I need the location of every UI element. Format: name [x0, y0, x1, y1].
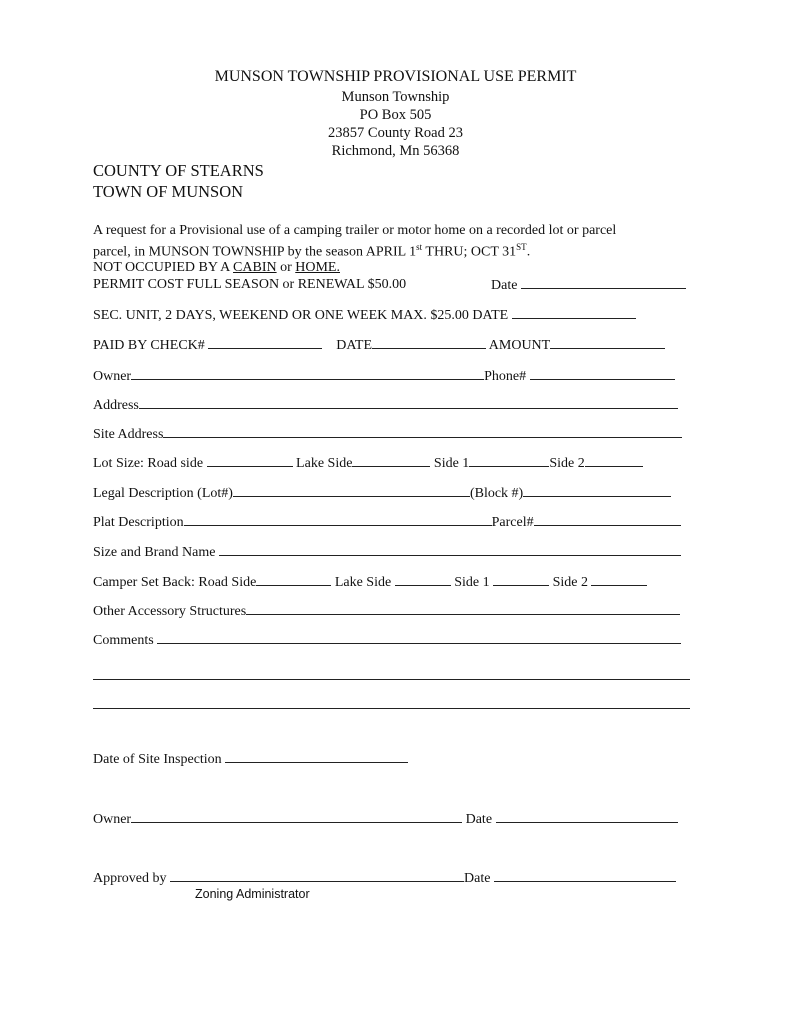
setback-side1-label: Side 1	[454, 575, 490, 590]
plat-description-row	[93, 513, 681, 531]
comments-line-2[interactable]	[93, 679, 690, 680]
parcel-label: Parcel#	[491, 515, 534, 530]
approved-date-line[interactable]	[494, 869, 676, 882]
site-address-line[interactable]	[163, 425, 682, 438]
parcel-line[interactable]	[534, 513, 681, 526]
legal-description-label: Legal Description (Lot#)	[93, 486, 233, 501]
sup-st: st	[416, 242, 423, 252]
phone-label: Phone#	[484, 369, 527, 384]
sec-unit-row[interactable]	[93, 306, 636, 324]
address-line-2: PO Box 505	[359, 107, 432, 123]
approved-row	[93, 869, 676, 887]
approved-by-line[interactable]	[170, 869, 464, 882]
setback-lake-line[interactable]	[395, 573, 451, 586]
address-row	[93, 396, 678, 414]
owner-date-label: Date	[465, 812, 493, 827]
side2-label: Side 2	[549, 456, 585, 471]
plat-description-label: Plat Description	[93, 515, 184, 530]
or-text: or	[276, 260, 296, 275]
camper-setback-row	[93, 573, 647, 591]
road-side-line[interactable]	[207, 454, 293, 467]
approved-by-label: Approved by	[93, 871, 167, 886]
site-inspection-row	[93, 750, 408, 768]
address-line[interactable]	[139, 396, 678, 409]
side1-label: Side 1	[433, 456, 470, 471]
owner-line[interactable]	[131, 367, 484, 380]
county-heading: COUNTY OF STEARNS	[93, 161, 264, 180]
legal-description-row	[93, 484, 671, 502]
owner-signature-label: Owner	[93, 812, 132, 827]
check-number-line[interactable]	[208, 336, 322, 349]
setback-road-line[interactable]	[256, 573, 331, 586]
owner-label: Owner	[93, 369, 132, 384]
comments-label: Comments	[93, 633, 154, 648]
lake-side-line[interactable]	[352, 454, 430, 467]
comments-line-3[interactable]	[93, 708, 690, 709]
amount-label: AMOUNT	[488, 338, 551, 353]
address-line-1: Munson Township	[341, 89, 450, 105]
lake-side-label: Lake Side	[296, 456, 353, 471]
size-brand-row	[93, 543, 681, 561]
permit-cost-label: PERMIT COST FULL SEASON or RENEWAL $50.00	[93, 277, 407, 292]
setback-side1-line[interactable]	[493, 573, 549, 586]
other-structures-row	[93, 602, 680, 620]
side1-line[interactable]	[469, 454, 549, 467]
zoning-administrator-caption: Zoning Administrator	[195, 887, 310, 901]
address-line-4: Richmond, Mn 56368	[331, 143, 460, 159]
owner-date-line[interactable]	[496, 810, 678, 823]
home-text: HOME.	[295, 260, 340, 275]
intro-line-2	[93, 239, 530, 261]
sup-ST: ST	[516, 242, 527, 252]
other-structures-label: Other Accessory Structures	[93, 604, 247, 619]
owner-signature-line[interactable]	[131, 810, 462, 823]
owner-signature-row	[93, 810, 678, 828]
camper-setback-label: Camper Set Back: Road Side	[93, 575, 257, 590]
size-brand-label: Size and Brand Name	[93, 545, 216, 560]
site-address-row	[93, 425, 682, 443]
block-line[interactable]	[523, 484, 671, 497]
amount-line[interactable]	[550, 336, 665, 349]
phone-line[interactable]	[530, 367, 675, 380]
paid-date-line[interactable]	[372, 336, 486, 349]
comments-line-1[interactable]	[157, 631, 681, 644]
intro-line-2c: .	[526, 244, 531, 260]
page-title: MUNSON TOWNSHIP PROVISIONAL USE PERMIT	[214, 68, 577, 85]
plat-line[interactable]	[184, 513, 492, 526]
site-inspection-label: Date of Site Inspection	[93, 752, 222, 767]
owner-row	[93, 367, 675, 385]
not-occupied-text: NOT OCCUPIED BY A	[93, 260, 234, 275]
address-label: Address	[93, 398, 139, 413]
cabin-text: CABIN	[233, 260, 277, 275]
sec-unit-label: SEC. UNIT, 2 DAYS, WEEKEND OR ONE WEEK MAX. $25.00 DATE	[93, 308, 509, 323]
block-label: (Block #)	[469, 486, 524, 501]
sec-unit-date-line[interactable]	[512, 306, 636, 319]
side2-line[interactable]	[585, 454, 643, 467]
intro-line-2b: THRU; OCT 31	[422, 244, 517, 260]
site-inspection-line[interactable]	[225, 750, 408, 763]
permit-date-line[interactable]	[521, 276, 686, 289]
other-structures-line[interactable]	[246, 602, 680, 615]
lot-size-label: Lot Size: Road side	[93, 456, 204, 471]
payment-row	[93, 336, 665, 354]
lot-number-line[interactable]	[233, 484, 470, 497]
lot-size-row	[93, 454, 643, 472]
setback-side2-label: Side 2	[552, 575, 588, 590]
setback-lake-label: Lake Side	[334, 575, 392, 590]
address-line-3: 23857 County Road 23	[328, 125, 463, 141]
permit-date-field[interactable]	[491, 276, 686, 294]
intro-line-1: A request for a Provisional use of a camping trailer or motor home on a recorded lot or parcel	[93, 223, 617, 238]
town-heading: TOWN OF MUNSON	[93, 182, 244, 201]
paid-check-label: PAID BY CHECK#	[93, 338, 205, 353]
paid-date-label: DATE	[336, 338, 373, 353]
setback-side2-line[interactable]	[591, 573, 647, 586]
comments-row	[93, 631, 681, 649]
approved-date-label: Date	[464, 871, 491, 886]
intro-line-3	[93, 259, 340, 276]
site-address-label: Site Address	[93, 427, 164, 442]
permit-date-label: Date	[491, 278, 518, 293]
intro-line-2a: parcel, in MUNSON TOWNSHIP by the season APRIL 1	[93, 244, 417, 260]
size-brand-line[interactable]	[219, 543, 681, 556]
permit-cost-row	[93, 276, 406, 293]
